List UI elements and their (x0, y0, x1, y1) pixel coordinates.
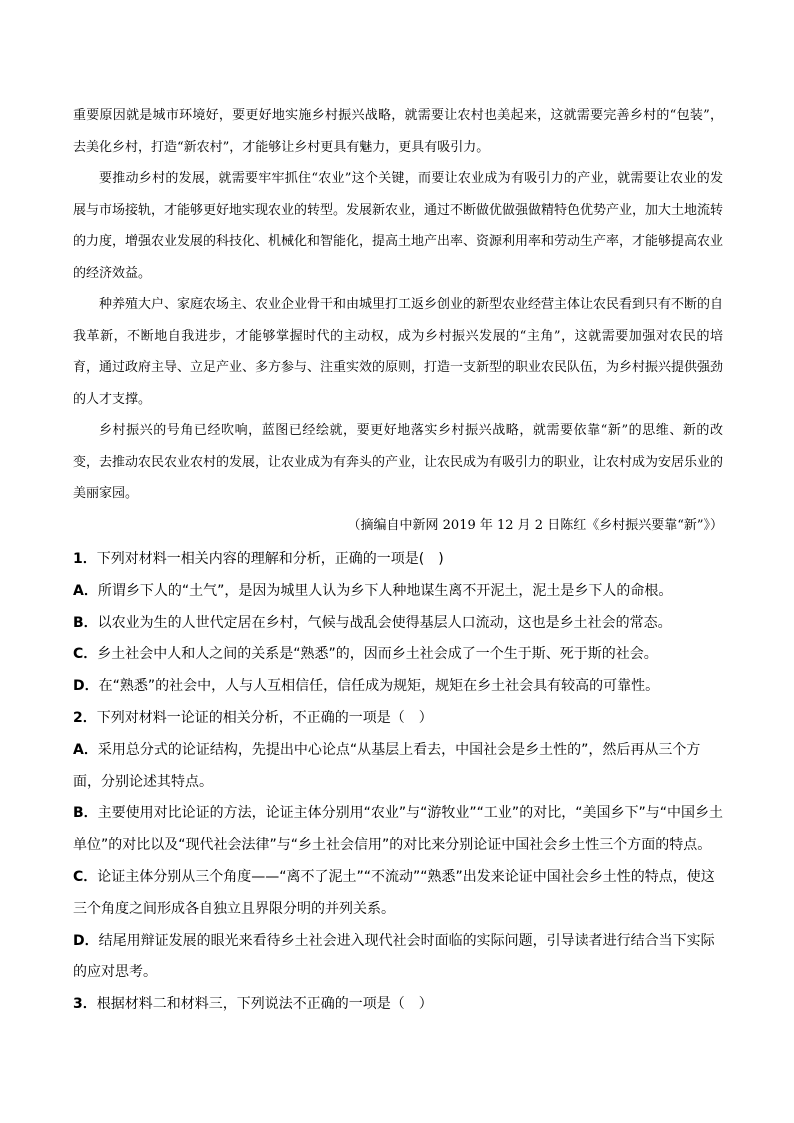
option-letter: D． (73, 932, 99, 949)
question-list (73, 544, 728, 1021)
option-b (73, 798, 728, 862)
question-3 (73, 989, 728, 1021)
option-text: 采用总分式的论证结构，先提出中心论点“从基层上看去，中国社会是乡土性的”，然后再从三个方面，分别论述其特点。 (73, 741, 701, 790)
option-a (73, 576, 728, 608)
option-d (73, 671, 728, 703)
option-letter: B． (73, 614, 98, 631)
question-number: 2． (73, 709, 97, 726)
reading-passage (73, 100, 723, 541)
question-stem: 下列对材料一论证的相关分析，不正确的一项是（ ） (96, 709, 433, 726)
option-letter: D． (73, 678, 99, 695)
option-text: 结尾用辩证发展的眼光来看待乡土社会进入现代社会时面临的实际问题，引导读者进行结合当下实际的应对思考。 (73, 932, 715, 981)
passage-paragraph: 要推动乡村的发展，就需要牢牢抓住“农业”这个关键，而要让农业成为有吸引力的产业，就需要让农业的发展与市场接轨，才能够更好地实现农业的转型。发展新农业，通过不断做优做强做精特色优势产业，加大土地流转的力度，增强农业发展的科技化、机械化和智能化，提高土地产出率、资源利用率和劳动生产率，才能够提高农业的经济效益。 (73, 171, 724, 281)
option-text: 乡土社会中人和人之间的关系是“熟悉”的，因而乡土社会成了一个生于斯、死于斯的社会。 (97, 646, 658, 663)
question-2 (73, 703, 728, 989)
option-letter: C． (73, 868, 98, 885)
option-letter: A． (73, 582, 98, 599)
question-number: 1． (73, 551, 97, 567)
question-number: 3． (73, 996, 97, 1013)
passage-paragraph: 重要原因就是城市环境好，要更好地实施乡村振兴战略，就需要让农村也美起来，这就需要完善乡村的“包装”，去美化乡村，打造“新农村”，才能够让乡村更具有魅力，更具有吸引力。 (73, 108, 723, 155)
option-text: 在“熟悉”的社会中，人与人互相信任，信任成为规矩，规矩在乡土社会具有较高的可靠性。 (98, 678, 660, 695)
option-a (73, 735, 728, 799)
option-letter: C． (73, 646, 98, 663)
option-c (73, 639, 728, 671)
option-text: 所谓乡下人的“土气”，是因为城里人认为乡下人种地谋生离不开泥土，泥土是乡下人的命根。 (97, 582, 673, 599)
passage-source: （摘编自中新网 2019 年 12 月 2 日陈红《乡村振兴要靠“新”》） (347, 517, 723, 533)
option-text: 以农业为生的人世代定居在乡村，气候与战乱会使得基层人口流动，这也是乡土社会的常态。 (97, 614, 672, 631)
option-text: 主要使用对比论证的方法，论证主体分别用“农业”与“游牧业”“工业”的对比，“美国乡下”与“中国乡土单位”的对比以及“现代社会法律”与“乡土社会信用”的对比来分别论证中国社会乡土性三个方面的特点。 (73, 805, 723, 854)
passage-paragraph: 乡村振兴的号角已经吹响，蓝图已经绘就，要更好地落实乡村振兴战略，就需要依靠“新”的思维、新的改变，去推动农民农业农村的发展，让农业成为有奔头的产业，让农民成为有吸引力的职业，让农村成为安居乐业的美丽家园。 (73, 423, 724, 501)
option-letter: A． (73, 741, 98, 758)
question-stem: 下列对材料一相关内容的理解和分析，正确的一项是( ) (96, 551, 444, 567)
option-text: 论证主体分别从三个角度——“离不了泥土”“不流动”“熟悉”出发来论证中国社会乡土性的特点，使这三个角度之间形成各自独立且界限分明的并列关系。 (73, 868, 715, 917)
question-stem: 根据材料二和材料三，下列说法不正确的一项是（ ） (96, 996, 433, 1013)
option-letter: B． (73, 805, 98, 822)
passage-paragraph: 种养殖大户、家庭农场主、农业企业骨干和由城里打工返乡创业的新型农业经营主体让农民看到只有不断的自我革新，不断地自我进步，才能够掌握时代的主动权，成为乡村振兴发展的“主角”，这就需要加强对农民的培育，通过政府主导、立足产业、多方参与、注重实效的原则，打造一支新型的职业农民队伍，为乡村振兴提供强劲的人才支撑。 (73, 297, 724, 407)
question-1 (73, 544, 728, 703)
option-c (73, 862, 728, 926)
option-b (73, 608, 728, 640)
option-d (73, 926, 728, 990)
